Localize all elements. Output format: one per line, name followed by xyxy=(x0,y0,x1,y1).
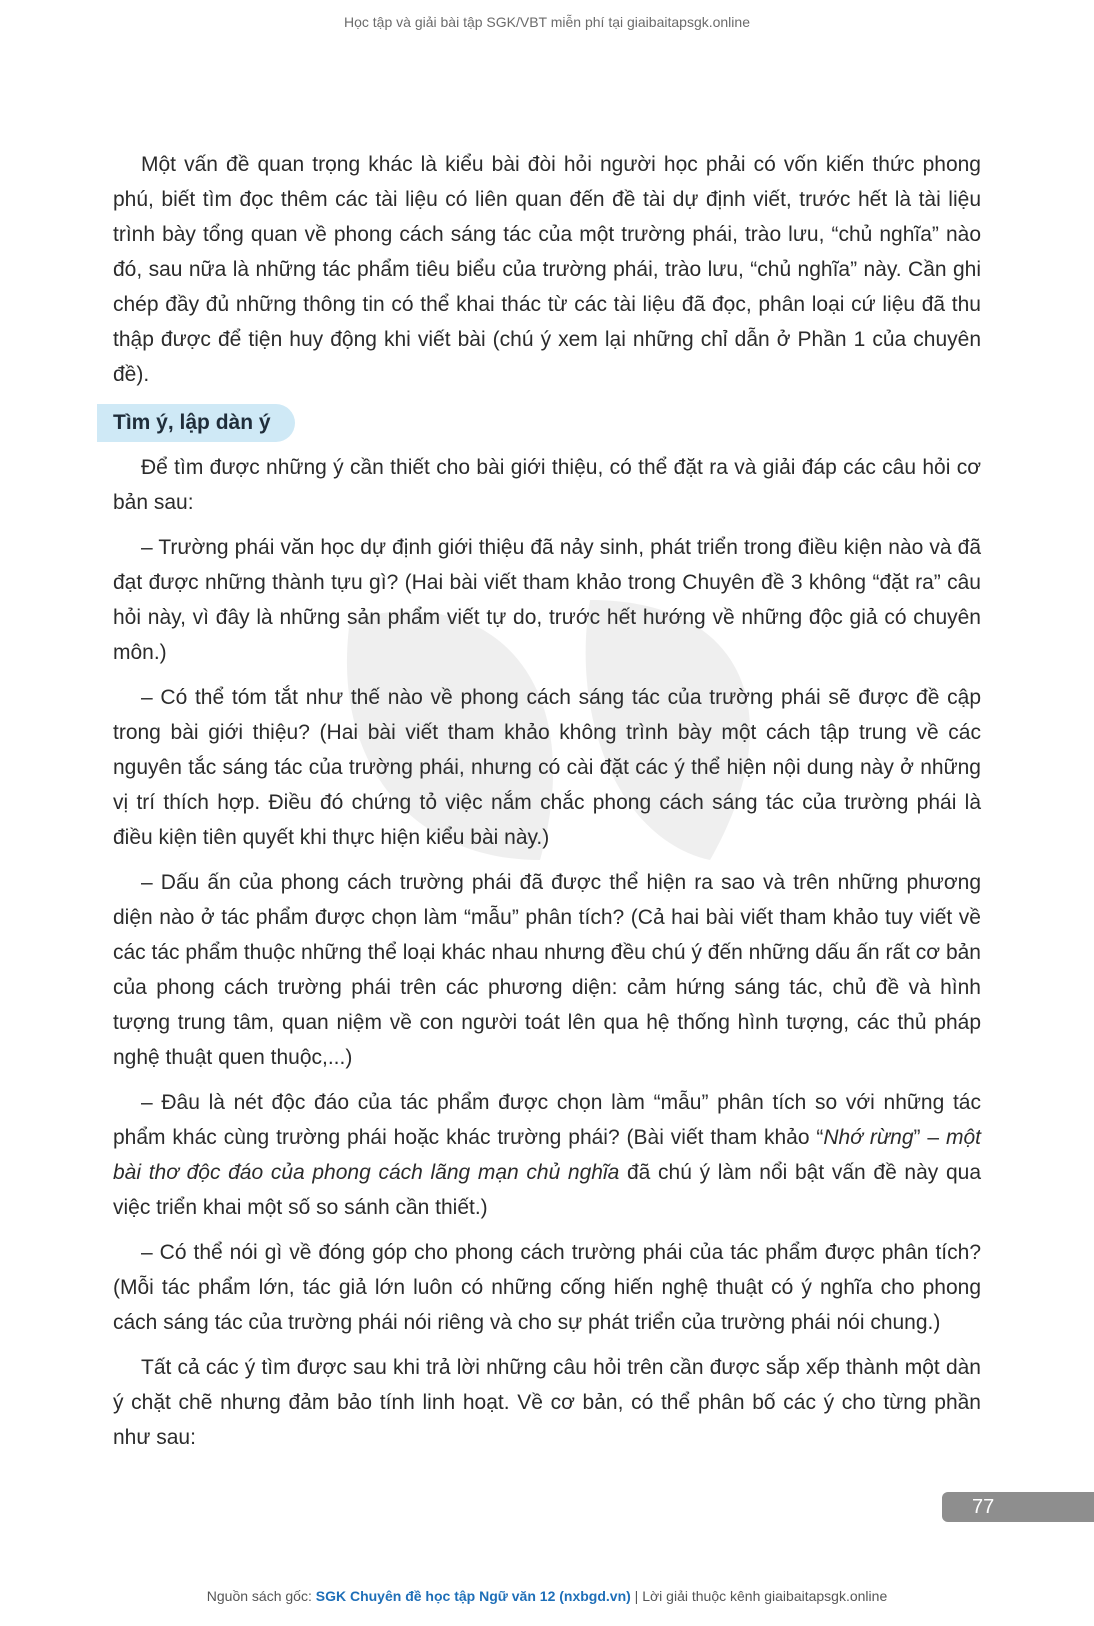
question-item: – Có thể tóm tắt như thế nào về phong cách sáng tác của trường phái sẽ được đề cập trong bài giới thiệu? (Hai bài viết tham khảo không trình bày một cách tập trung về các nguyên tắc sáng tác của trường phái, nhưng có cài đặt các ý thể hiện nội dung này ở những vị trí thích hợp. Điều đó chứng tỏ việc nắm chắc phong cách sáng tác của trường phái là điều kiện tiên quyết khi thực hiện kiểu bài này.) xyxy=(113,686,981,849)
question-item-5: – Có thể nói gì về đóng góp cho phong cách trường phái của tác phẩm được phân tích? (Mỗi tác phẩm lớn, tác giả lớn luôn có những cống hiến nghệ thuật có ý nghĩa cho phong cách sáng tác của trường phái nói riêng và cho sự phát triển của trường phái nói chung.) xyxy=(113,1241,981,1334)
footer-source-link[interactable]: SGK Chuyên đề học tập Ngữ văn 12 (nxbgd.vn) xyxy=(315,1588,631,1604)
reference-subtitle-italic: một bài thơ độc đáo của phong cách lãng mạn chủ nghĩa xyxy=(113,1126,981,1184)
question4-text-after: đã chú ý làm nổi bật vấn đề này qua việc triển khai một số so sánh cần thiết.) xyxy=(113,1161,981,1219)
paragraph-intro: Để tìm được những ý cần thiết cho bài giới thiệu, có thể đặt ra và giải đáp các câu hỏi cơ bản sau: xyxy=(113,456,981,514)
page-footer xyxy=(0,1588,1094,1604)
question4-text-before: – Đâu là nét độc đáo của tác phẩm được chọn làm “mẫu” phân tích so với những tác phẩm khác cùng trường phái hoặc khác trường phái? (Bài viết tham khảo “ xyxy=(113,1091,981,1149)
paragraph-research: Một vấn đề quan trọng khác là kiểu bài đòi hỏi người học phải có vốn kiến thức phong phú, biết tìm đọc thêm các tài liệu có liên quan đến đề tài dự định viết, trước hết là tài liệu trình bày tổng quan về phong cách sáng tác của một trường phái, trào lưu, “chủ nghĩa” nào đó, sau nữa là những tác phẩm tiêu biểu của trường phái, trào lưu, “chủ nghĩa” này. Cần ghi chép đầy đủ những thông tin có thể khai thác từ các tài liệu đã đọc, phân loại cứ liệu đã thu thập được để tiện huy động khi viết bài (chú ý xem lại những chỉ dẫn ở Phần 1 của chuyên đề). xyxy=(113,153,981,386)
page-number: 77 xyxy=(942,1492,1094,1522)
question-item: – Dấu ấn của phong cách trường phái đã được thể hiện ra sao và trên những phương diện nào ở tác phẩm được chọn làm “mẫu” phân tích? (Cả hai bài viết tham khảo tuy viết về các tác phẩm thuộc những thể loại khác nhau nhưng đều chú ý đến những dấu ấn rất cơ bản của phong cách trường phái trên các phương diện: cảm hứng sáng tác, chủ đề và hình tượng trung tâm, quan niệm về con người toát lên qua hệ thống hình tượng, các thủ pháp nghệ thuật quen thuộc,...) xyxy=(113,871,981,1069)
footer-suffix: | Lời giải thuộc kênh giaibaitapsgk.online xyxy=(630,1588,888,1604)
question-item: – Trường phái văn học dự định giới thiệu đã nảy sinh, phát triển trong điều kiện nào và đã đạt được những thành tựu gì? (Hai bài viết tham khảo trong Chuyên đề 3 không “đặt ra” câu hỏi này, vì đây là những sản phẩm viết tự do, trước hết hướng về những độc giả có chuyên môn.) xyxy=(113,536,981,664)
reference-title-italic: Nhớ rừng xyxy=(823,1126,914,1149)
question4-text-mid: ” – xyxy=(913,1126,946,1149)
question-item-4 xyxy=(113,1085,981,1225)
page-header: Học tập và giải bài tập SGK/VBT miễn phí tại giaibaitapsgk.online xyxy=(344,14,750,30)
section-heading: Tìm ý, lập dàn ý xyxy=(97,404,295,442)
document-body xyxy=(113,147,981,1465)
footer-prefix: Nguồn sách gốc: xyxy=(206,1588,316,1604)
paragraph-closing: Tất cả các ý tìm được sau khi trả lời những câu hỏi trên cần được sắp xếp thành một dàn ý chặt chẽ nhưng đảm bảo tính linh hoạt. Về cơ bản, có thể phân bố các ý cho từng phần như sau: xyxy=(113,1356,981,1449)
